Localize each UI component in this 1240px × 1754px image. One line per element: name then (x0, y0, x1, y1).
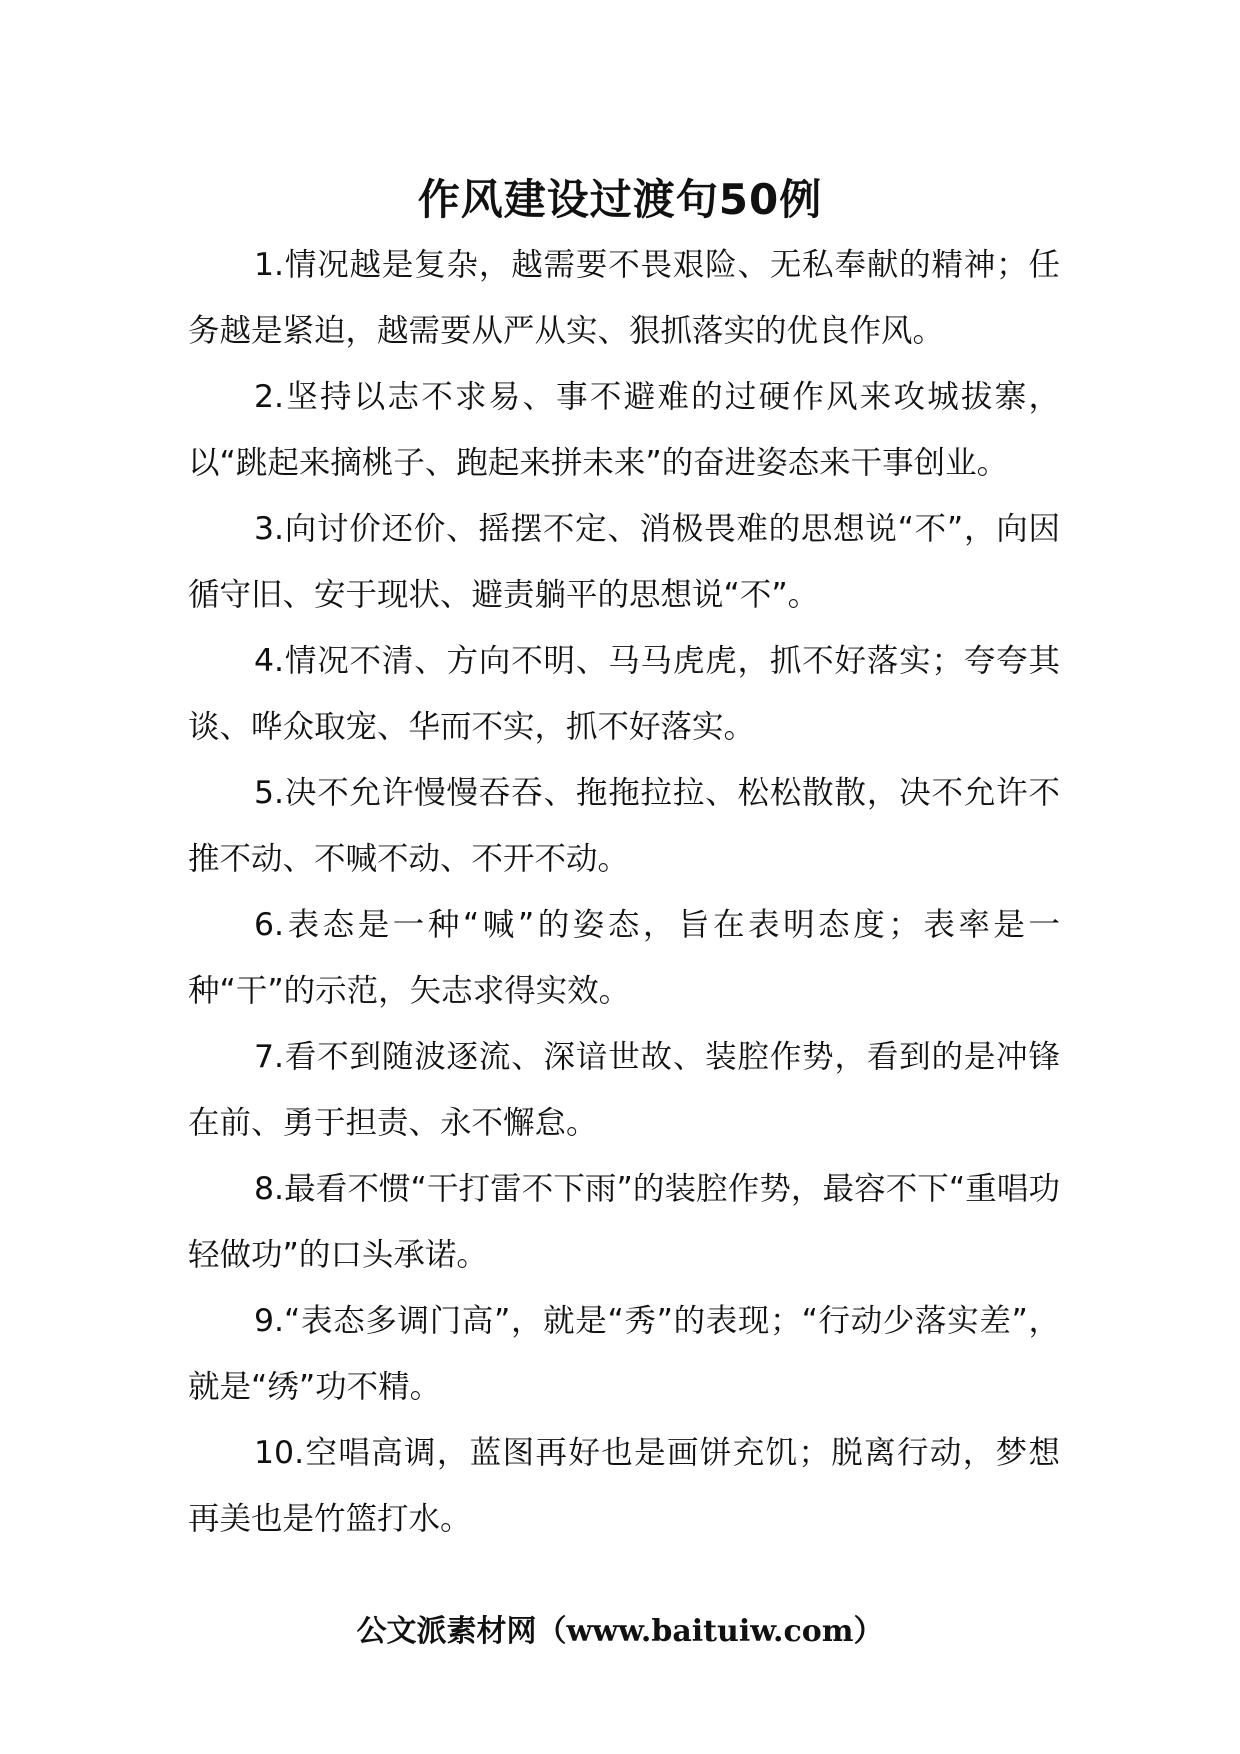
paragraph: 5.决不允许慢慢吞吞、拖拖拉拉、松松散散，决不允许不推不动、不喊不动、不开不动。 (188, 775, 1060, 877)
paragraph: 4.情况不清、方向不明、马马虎虎，抓不好落实；夸夸其谈、哗众取宠、华而不实，抓不好落实。 (188, 643, 1060, 745)
paragraph: 3.向讨价还价、摇摆不定、消极畏难的思想说“不”，向因循守旧、安于现状、避责躺平的思想说“不”。 (188, 511, 1060, 613)
document-body (188, 232, 1060, 1552)
paragraph: 8.最看不惯“干打雷不下雨”的装腔作势，最容不下“重唱功轻做功”的口头承诺。 (188, 1171, 1060, 1273)
paragraph: 1.情况越是复杂，越需要不畏艰险、无私奉献的精神；任务越是紧迫，越需要从严从实、狠抓落实的优良作风。 (188, 247, 1060, 349)
paragraph: 9.“表态多调门高”，就是“秀”的表现；“行动少落实差”，就是“绣”功不精。 (188, 1303, 1060, 1405)
paragraph: 2.坚持以志不求易、事不避难的过硬作风来攻城拔寨，以“跳起来摘桃子、跑起来拼未来”的奋进姿态来干事创业。 (188, 379, 1060, 481)
paragraph: 6.表态是一种“喊”的姿态，旨在表明态度；表率是一种“干”的示范，矢志求得实效。 (188, 907, 1060, 1009)
page-footer: 公文派素材网（www.baituiw.com） (356, 1614, 884, 1649)
paragraph: 7.看不到随波逐流、深谙世故、装腔作势，看到的是冲锋在前、勇于担责、永不懈怠。 (188, 1039, 1060, 1141)
paragraph: 10.空唱高调，蓝图再好也是画饼充饥；脱离行动，梦想再美也是竹篮打水。 (188, 1435, 1060, 1537)
document-title: 作风建设过渡句50例 (417, 175, 823, 224)
